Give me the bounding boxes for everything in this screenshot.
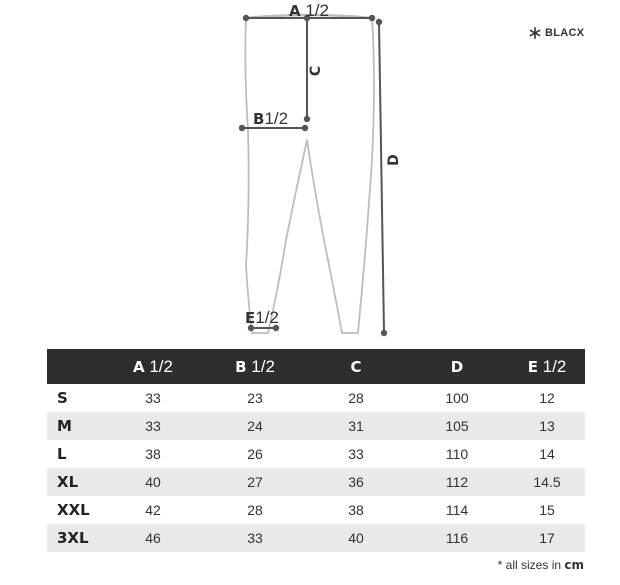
value-cell: 26 [247, 446, 263, 462]
value-cell: 110 [445, 446, 469, 462]
size-cell: S [57, 389, 68, 407]
value-cell: 112 [445, 474, 469, 490]
value-cell: 23 [247, 390, 263, 406]
value-cell: 17 [539, 530, 555, 546]
header-d: D [450, 357, 464, 376]
size-cell: XL [57, 473, 79, 491]
value-cell: 46 [145, 530, 161, 546]
value-cell: 33 [348, 446, 364, 462]
size-cell: M [57, 417, 72, 435]
header-a: A 1/2 [133, 356, 173, 376]
size-cell: L [57, 445, 67, 463]
table-row [47, 412, 585, 440]
header-b: B 1/2 [235, 356, 275, 376]
value-cell: 13 [539, 418, 555, 434]
value-cell: 12 [539, 390, 555, 406]
size-cell: XXL [57, 501, 90, 519]
table-row [47, 440, 585, 468]
label-e: E1/2 [245, 308, 279, 327]
label-d: D [385, 154, 402, 166]
value-cell: 100 [445, 390, 469, 406]
value-cell: 38 [348, 502, 364, 518]
value-cell: 36 [348, 474, 364, 490]
snowflake-icon [529, 27, 541, 39]
table-header-row [47, 349, 585, 384]
size-cell: 3XL [57, 529, 89, 547]
measure-line-d [379, 22, 384, 333]
header-c: C [350, 357, 362, 376]
value-cell: 15 [539, 502, 555, 518]
value-cell: 38 [145, 446, 161, 462]
value-cell: 31 [348, 418, 364, 434]
label-c: C [308, 65, 325, 77]
value-cell: 14 [539, 446, 555, 462]
header-size [47, 349, 103, 384]
units-footnote: * all sizes in cm [497, 558, 584, 572]
value-cell: 114 [445, 502, 469, 518]
size-chart-table [47, 349, 585, 552]
table-row [47, 384, 585, 412]
value-cell: 40 [145, 474, 161, 490]
value-cell: 42 [145, 502, 161, 518]
value-cell: 24 [247, 418, 263, 434]
table-row [47, 524, 585, 552]
value-cell: 33 [145, 390, 161, 406]
value-cell: 14.5 [533, 474, 561, 490]
value-cell: 28 [348, 390, 364, 406]
value-cell: 33 [247, 530, 263, 546]
pants-outline [245, 15, 374, 333]
header-e: E 1/2 [527, 356, 567, 376]
value-cell: 27 [247, 474, 263, 490]
value-cell: 33 [145, 418, 161, 434]
label-b: B1/2 [253, 109, 289, 128]
brand-name: BLACX [545, 27, 585, 39]
value-cell: 105 [445, 418, 469, 434]
value-cell: 116 [445, 530, 469, 546]
table-row [47, 496, 585, 524]
brand-logo [529, 27, 584, 39]
table-row [47, 468, 585, 496]
value-cell: 28 [247, 502, 263, 518]
label-a: A 1/2 [289, 1, 329, 20]
value-cell: 40 [348, 530, 364, 546]
